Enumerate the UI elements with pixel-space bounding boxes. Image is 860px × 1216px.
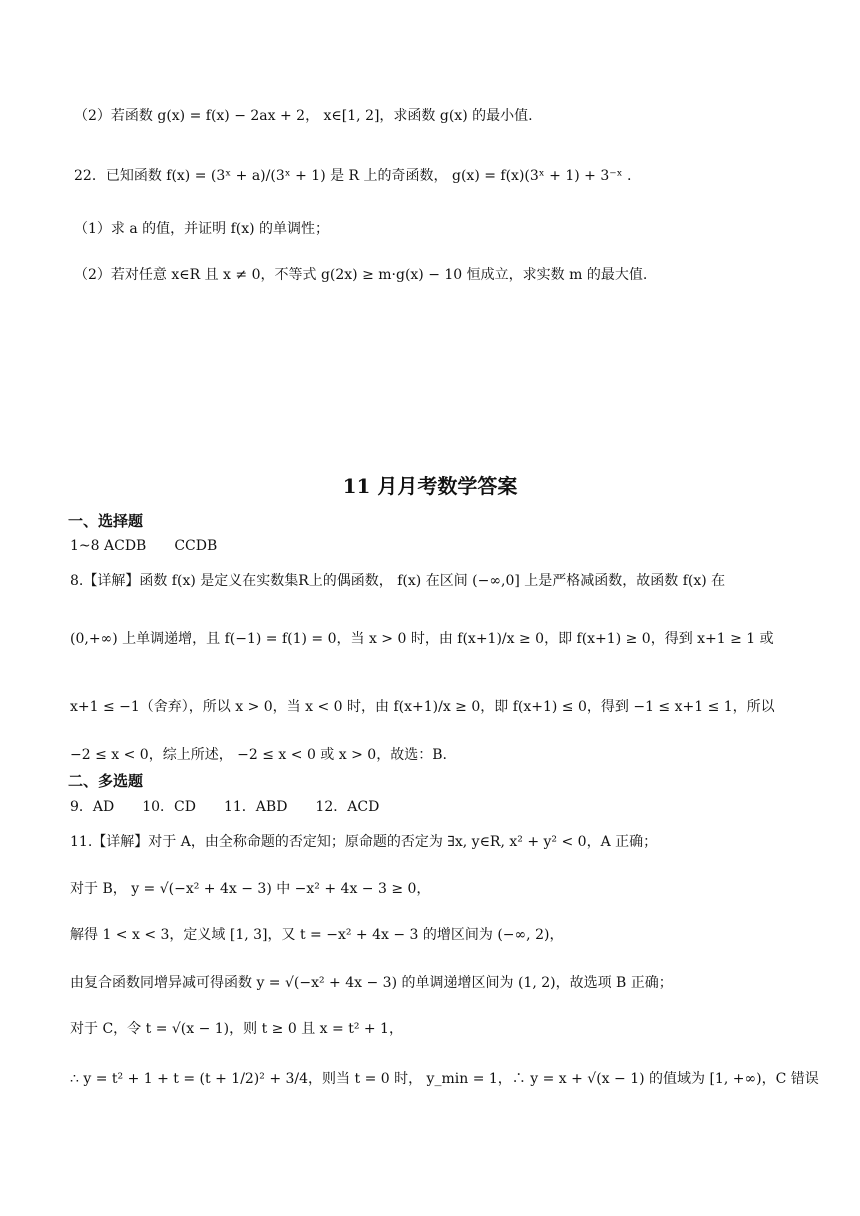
choice-answers: 1~8 ACDB CCDB bbox=[70, 538, 218, 554]
question-22-part1: （1）求 a 的值，并证明 f(x) 的单调性； bbox=[74, 221, 330, 237]
answer-8-line3: x+1 ≤ −1（舍弃），所以 x > 0，当 x < 0 时，由 f(x+1)/x ≥ 0，即 f(x+1) ≤ 0，得到 −1 ≤ x+1 ≤ 1，所以 bbox=[70, 699, 775, 715]
answer-8-line4: −2 ≤ x < 0，综上所述， −2 ≤ x < 0 或 x > 0，故选：B. bbox=[70, 747, 447, 763]
multi-choice-answers: 9．AD 10．CD 11．ABD 12．ACD bbox=[70, 799, 380, 815]
question-21-part2: （2）若函数 g(x) = f(x) − 2ax + 2， x∈[1, 2]，求函数 g(x) 的最小值. bbox=[74, 108, 533, 124]
answer-11-line5: 对于 C，令 t = √(x − 1)，则 t ≥ 0 且 x = t² + 1， bbox=[70, 1021, 403, 1037]
answer-8-line2: (0,+∞) 上单调递增，且 f(−1) = f(1) = 0，当 x > 0 时，由 f(x+1)/x ≥ 0，即 f(x+1) ≥ 0，得到 x+1 ≥ 1 或 bbox=[70, 631, 774, 647]
answer-11-line2: 对于 B， y = √(−x² + 4x − 3) 中 −x² + 4x − 3 ≥ 0， bbox=[70, 881, 431, 897]
answer-8-line1: 8.【详解】函数 f(x) 是定义在实数集R上的偶函数， f(x) 在区间 (−∞,0] 上是严格减函数，故函数 f(x) 在 bbox=[70, 573, 726, 589]
question-22: 22．已知函数 f(x) = (3ˣ + a)/(3ˣ + 1) 是 R 上的奇函数， g(x) = f(x)(3ˣ + 1) + 3⁻ˣ . bbox=[74, 168, 632, 184]
answer-11-line3: 解得 1 < x < 3，定义域 [1, 3]，又 t = −x² + 4x − 3 的增区间为 (−∞, 2)， bbox=[70, 927, 564, 943]
answer-11-line1: 11.【详解】对于 A，由全称命题的否定知；原命题的否定为 ∃x, y∈R, x² + y² < 0，A 正确； bbox=[70, 834, 658, 850]
answer-11-line4: 由复合函数同增异减可得函数 y = √(−x² + 4x − 3) 的单调递增区间为 (1, 2)，故选项 B 正确； bbox=[70, 975, 673, 991]
question-22-part2: （2）若对任意 x∈R 且 x ≠ 0，不等式 g(2x) ≥ m·g(x) − 10 恒成立，求实数 m 的最大值. bbox=[74, 267, 648, 283]
answer-title: 11 月月考数学答案 bbox=[342, 474, 518, 498]
section-choice-heading: 一、选择题 bbox=[68, 512, 144, 530]
answer-11-line6: ∴ y = t² + 1 + t = (t + 1/2)² + 3/4，则当 t = 0 时， y_min = 1，∴ y = x + √(x − 1) 的值域为 [1, +∞)，C 错误 bbox=[70, 1071, 819, 1087]
section-multi-choice-heading: 二、多选题 bbox=[68, 772, 144, 790]
